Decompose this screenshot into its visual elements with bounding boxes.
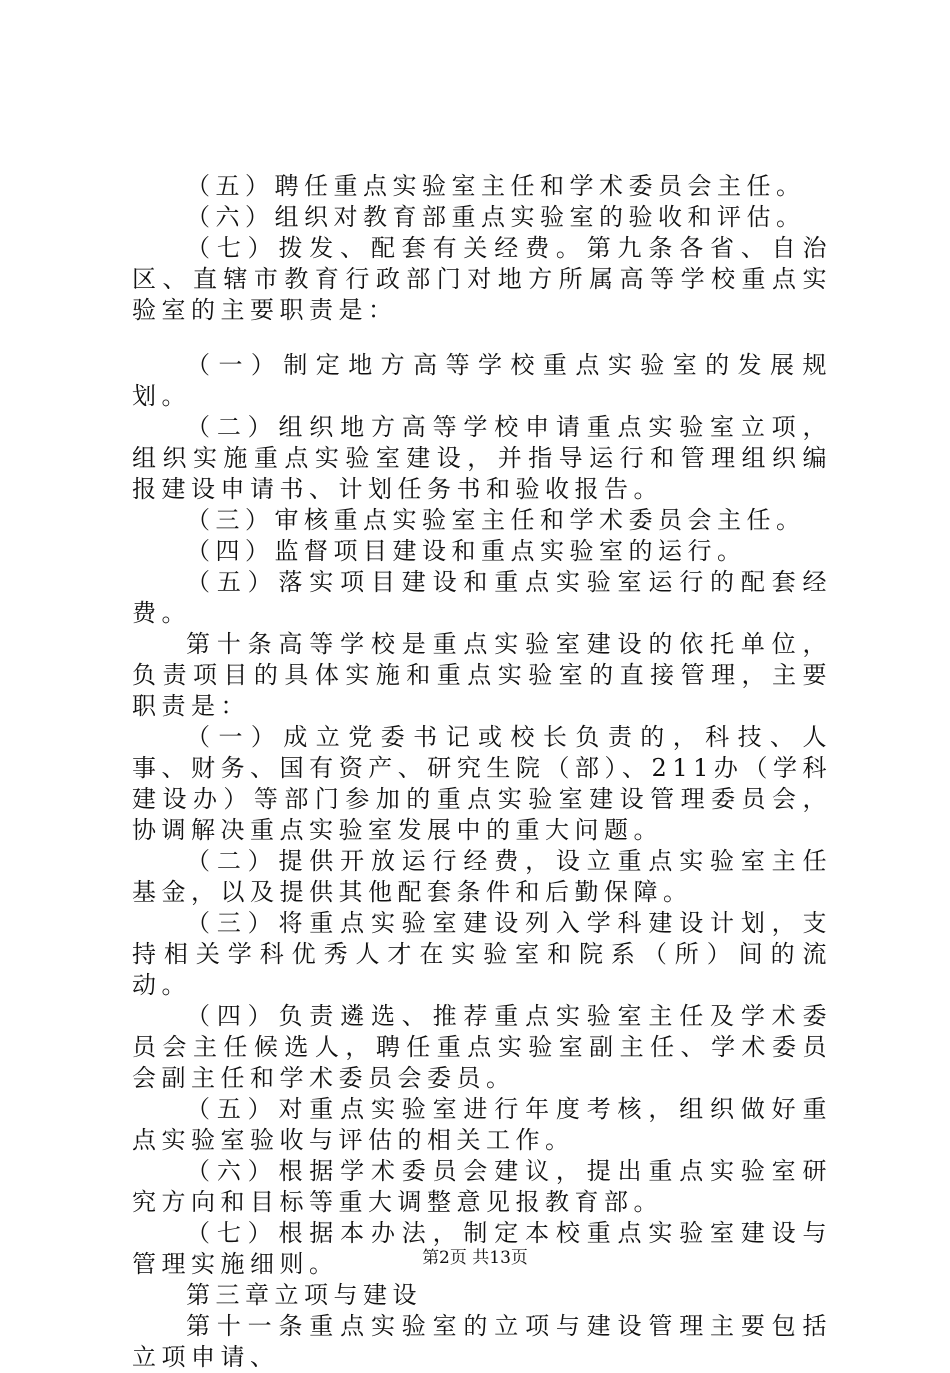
paragraph: （二）提供开放运行经费，设立重点实验室主任基金，以及提供其他配套条件和后勤保障。: [132, 847, 832, 906]
paragraph: （六）组织对教育部重点实验室的验收和评估。: [186, 203, 806, 231]
chapter-heading: 第三章立项与建设: [186, 1281, 422, 1309]
paragraph: （一）制定地方高等学校重点实验室的发展规划。: [132, 351, 832, 410]
paragraph: 第十条高等学校是重点实验室建设的依托单位，负责项目的具体实施和重点实验室的直接管理，主要职责是：: [132, 630, 832, 720]
paragraph: （七）拨发、配套有关经费。第九条各省、自治区、直辖市教育行政部门对地方所属高等学校重点实验室的主要职责是：: [132, 234, 832, 324]
paragraph: （三）审核重点实验室主任和学术委员会主任。: [186, 506, 806, 534]
document-body: [132, 171, 832, 1373]
paragraph: （二）组织地方高等学校申请重点实验室立项，组织实施重点实验室建设，并指导运行和管理组织编报建设申请书、计划任务书和验收报告。: [132, 413, 832, 503]
paragraph: （五）对重点实验室进行年度考核，组织做好重点实验室验收与评估的相关工作。: [132, 1095, 832, 1154]
paragraph: （五）聘任重点实验室主任和学术委员会主任。: [186, 172, 806, 200]
paragraph: （四）负责遴选、推荐重点实验室主任及学术委员会主任候选人，聘任重点实验室副主任、学术委员会副主任和学术委员会委员。: [132, 1002, 832, 1092]
paragraph: （四）监督项目建设和重点实验室的运行。: [186, 537, 747, 565]
paragraph: （三）将重点实验室建设列入学科建设计划，支持相关学科优秀人才在实验室和院系（所）间的流动。: [132, 909, 832, 999]
paragraph: （一）成立党委书记或校长负责的，科技、人事、财务、国有资产、研究生院（部）、211办（学科建设办）等部门参加的重点实验室建设管理委员会，协调解决重点实验室发展中的重大问题。: [132, 723, 832, 844]
paragraph: （七）根据本办法，制定本校重点实验室建设与管理实施细则。: [132, 1219, 832, 1278]
page-footer: 第2页 共13页: [422, 1248, 528, 1268]
paragraph: （五）落实项目建设和重点实验室运行的配套经费。: [132, 568, 832, 627]
paragraph: （六）根据学术委员会建议，提出重点实验室研究方向和目标等重大调整意见报教育部。: [132, 1157, 832, 1216]
paragraph: 第十一条重点实验室的立项与建设管理主要包括立项申请、: [132, 1312, 832, 1371]
